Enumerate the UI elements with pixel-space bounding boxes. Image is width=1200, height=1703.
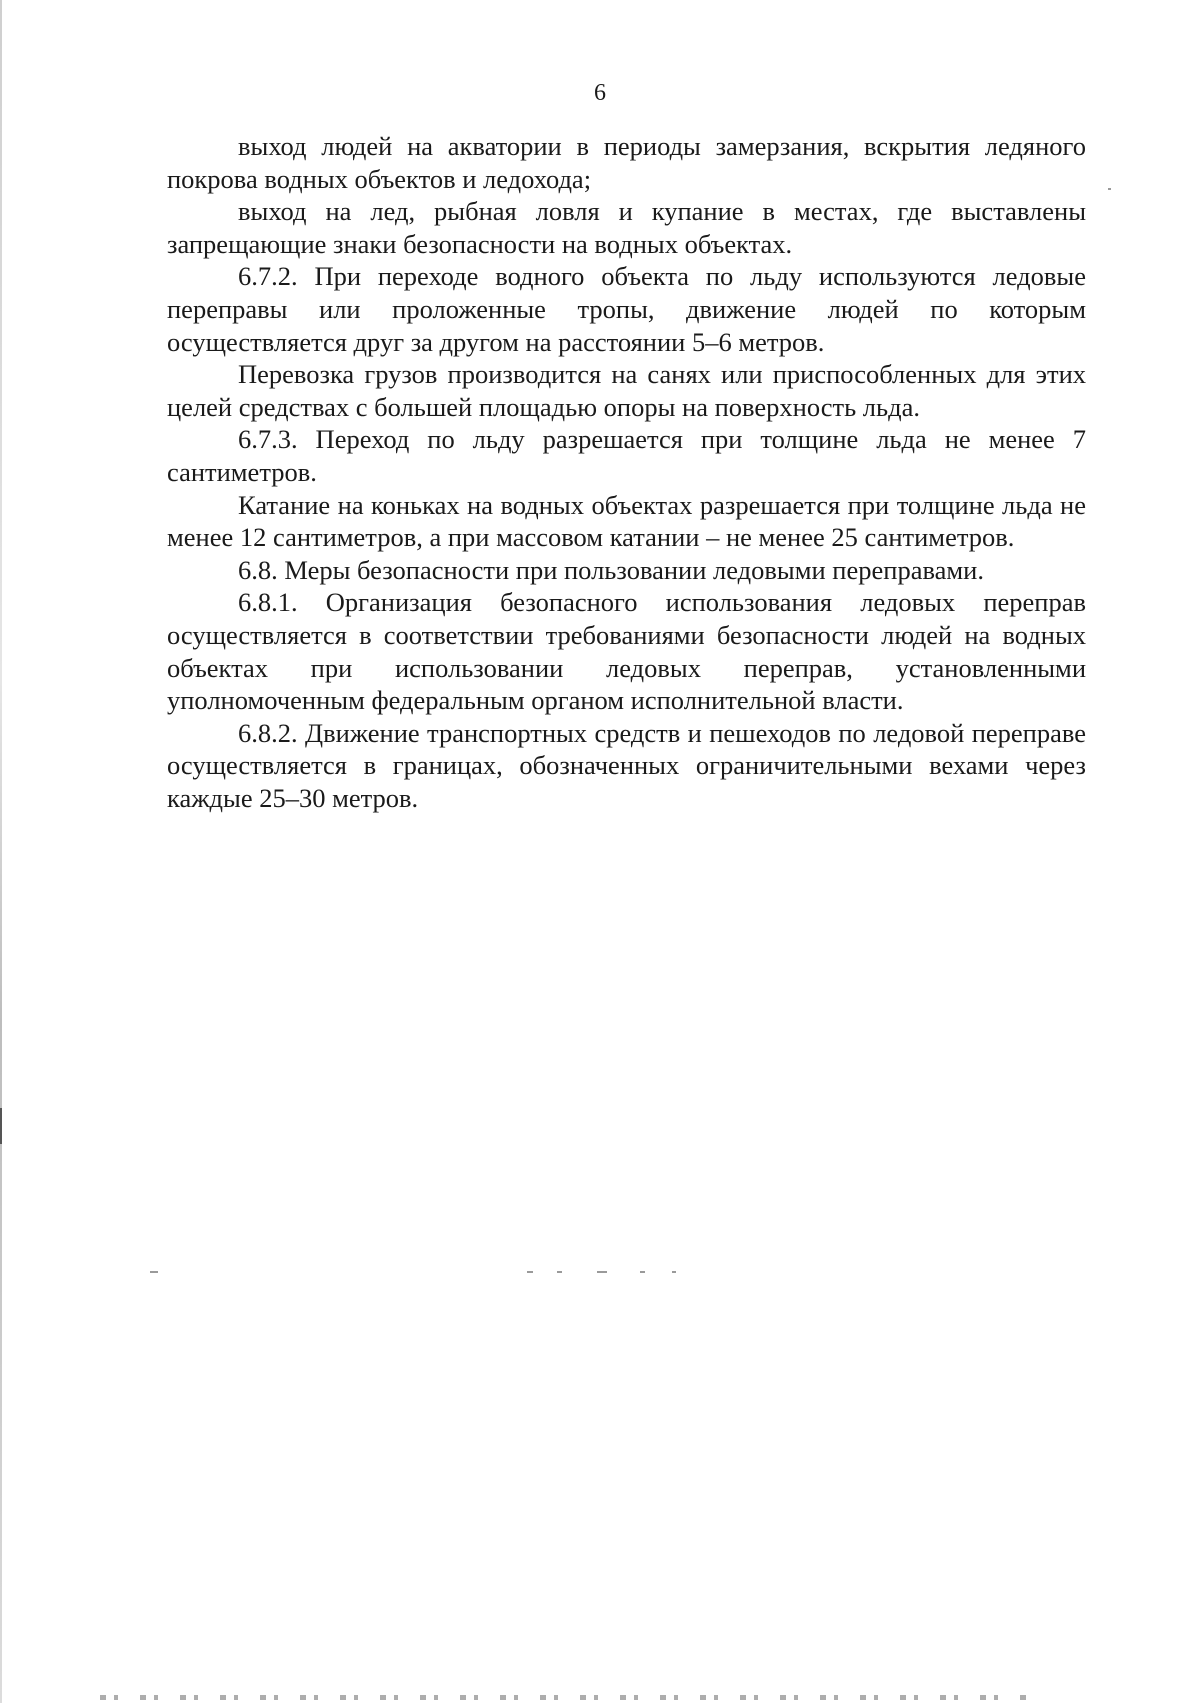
scan-speck bbox=[1108, 188, 1111, 190]
scan-speck bbox=[597, 1271, 607, 1273]
scan-edge bbox=[0, 0, 2, 1703]
paragraph-exit-on-ice-prohibited: выход на лед, рыбная ловля и купание в местах, где выставлены запрещающие знаки безопасности на водных объектах. bbox=[167, 196, 1086, 259]
paragraph-6-7-3: 6.7.3. Переход по льду разрешается при толщине льда не менее 7 сантиметров. bbox=[167, 424, 1086, 487]
paragraph-6-7-2: 6.7.2. При переходе водного объекта по льду используются ледовые переправы или проложенные тропы, движение людей по которым осуществляется друг за другом на расстоянии 5–6 метров. bbox=[167, 261, 1086, 357]
scan-speck bbox=[557, 1271, 562, 1273]
scan-speck bbox=[672, 1271, 676, 1273]
scan-speck bbox=[640, 1271, 645, 1273]
scan-speck bbox=[527, 1271, 533, 1273]
paragraph-exit-during-freezing: выход людей на акватории в периоды замерзания, вскрытия ледяного покрова водных объектов и ледохода; bbox=[167, 131, 1086, 194]
paragraph-6-8-1: 6.8.1. Организация безопасного использования ледовых переправ осуществляется в соответствии требованиями безопасности людей на водных объектах при использовании ледовых переправ, установленными уполномоченным федеральным органом исполнительной власти. bbox=[167, 587, 1086, 716]
page-number: 6 bbox=[594, 80, 606, 106]
paragraph-6-8-2: 6.8.2. Движение транспортных средств и пешеходов по ледовой переправе осуществляется в границах, обозначенных ограничительными вехами через каждые 25–30 метров. bbox=[167, 717, 1086, 813]
paragraph-6-8: 6.8. Меры безопасности при пользовании ледовыми переправами. bbox=[238, 554, 984, 585]
paragraph-cargo-transport: Перевозка грузов производится на санях или приспособленных для этих целей средствах с большей площадью опоры на поверхность льда. bbox=[167, 359, 1086, 422]
document-body bbox=[167, 130, 1086, 814]
scan-bottom-edge bbox=[100, 1695, 1030, 1700]
scan-mark bbox=[0, 1108, 2, 1144]
paragraph-skating: Катание на коньках на водных объектах разрешается при толщине льда не менее 12 сантиметров, а при массовом катании – не менее 25 сантиметров. bbox=[167, 489, 1086, 553]
scan-speck bbox=[150, 1271, 158, 1273]
